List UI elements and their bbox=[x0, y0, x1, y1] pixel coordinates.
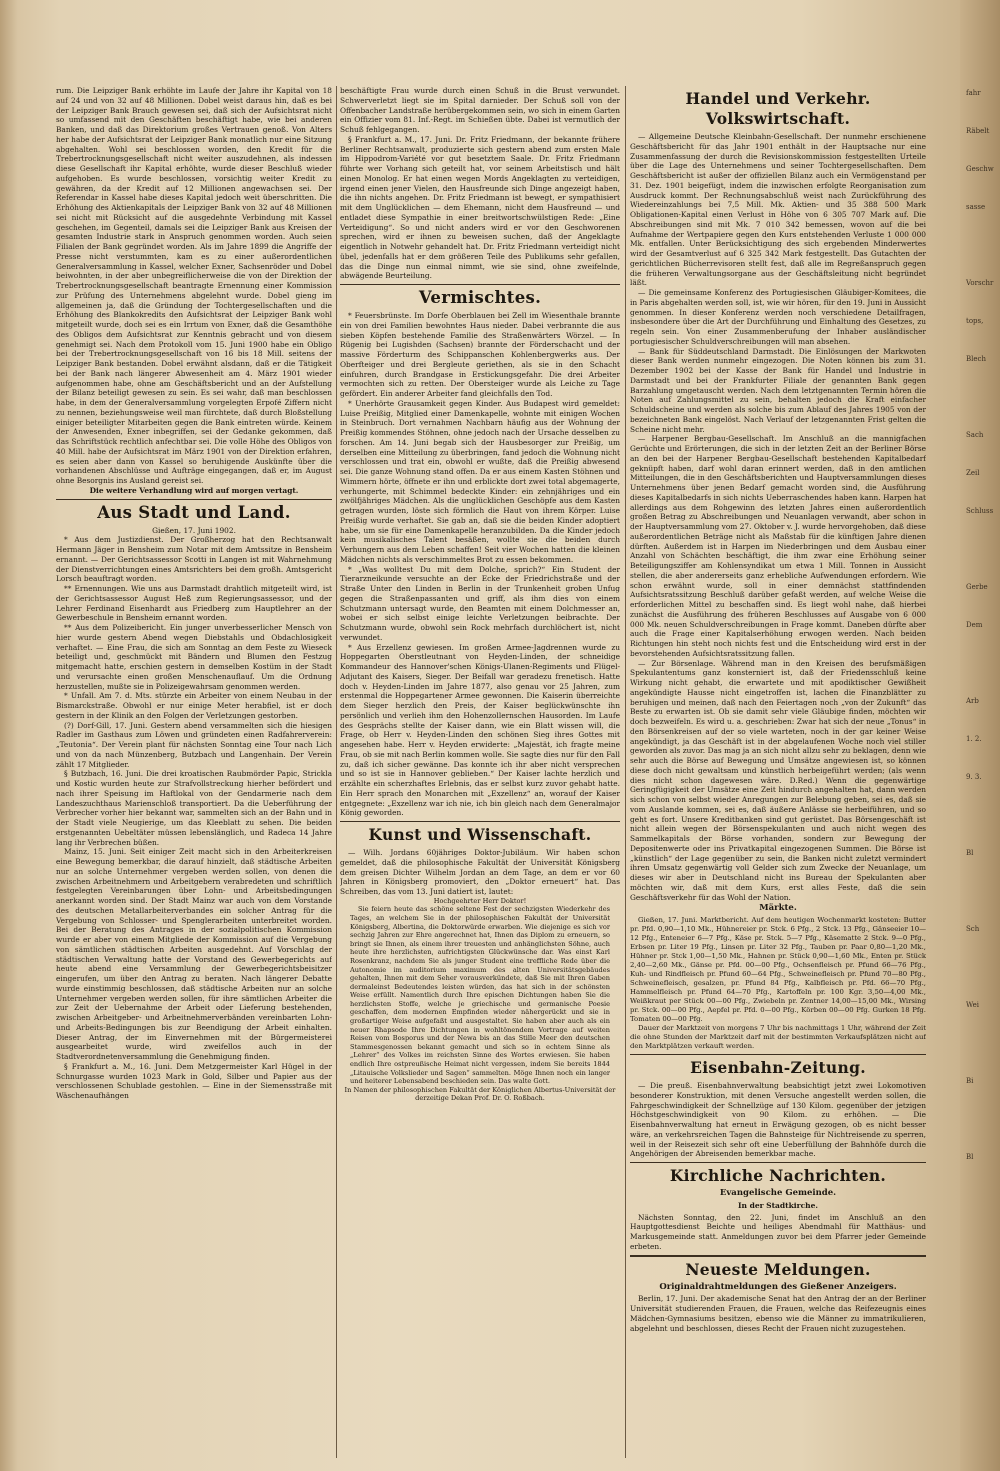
letter-body: Sie feiern heute das schöne seltene Fest der sechzigsten Wiederkehr des Tages, an welchem Sie in der philosophischen Fakultät der Universität Königsberg, Albertina, die Doktorwürde erwarben. Wie diejenige es sich vor sechzig Jahren zur Ehre angerechnet hat, Ihnen das Diplom zu erneuern, so bringt sie Ihnen, als einem ihrer treuesten und anhänglichsten Söhne, auch heute ihre herzlichsten, aufrichtigsten Glückwünsche dar. Was einst Karl Rosenkranz, nachdem Sie als junger Student eine treffliche Rede über die Autonomie im auditorium maximum des alten Universitätsgebäudes gehalten, Ihnen mit dem Seher vorausverkündete, daß Sie mit Ihren Gaben dermaleinst Bedeutendes leisten würden, das hat sich in der schönsten Weise erfüllt. Namentlich durch Ihre epischen Dichtungen haben Sie die herzlichsten Stoffe, welche je griechische und germanische Poesie geschaffen, dem modernen Empfinden wieder nähergerückt und sie in großartiger Weise aufgefaßt und ausgestaltet. Sie haben aber auch als ein neuer Rhapsode Ihre Dichtungen in wohltönendem Vortrage auf weiten Reisen vom Bosporus und der Newa bis an das Stille Meer den deutschen Stammesgenossen bekannt gemacht und sich so in echtem Sinne als „Lehrer“ des Volkes im reichsten Sinne des Wortes erwiesen. Sie haben endlich Ihre ostpreußische Heimat nicht vergessen, indem Sie bereits 1844 „Litauische Volkslieder und Sagen“ sammelten. Möge Ihnen noch ein langer und heiterer Lebensabend beschieden sein. Das walte Gott. bbox=[350, 905, 610, 1086]
article-mainz: Mainz, 15. Juni. Seit einiger Zeit macht sich in den Arbeiterkreisen eine Bewegung bemerkbar, die darauf hinzielt, daß städtische Arbeiten nur an solche Unternehmer vergeben werden sollen, von denen die zwischen Arbeitnehmern und Arbeitgebern verabredeten und schriftlich festgelegten Vereinbarungen über Lohn- und Arbeitsbedingungen anerkannt worden sind. Der Stadt Mainz war auch von dem Vorstande des deutschen Metallarbeiterverbandes ein solcher Antrag für die Vergebung von Schlosser- und Spenglerarbeiten unterbreitet worden. Bei der Beratung des Antrages in der sozialpolitischen Kommission wurde er aber von einem Mitgliede der Kommission auf die Vergebung von sämtlichen städtischen Arbeiten ausgedehnt. Auf Vorschlag der städtischen Verwaltung hatte der Vorstand des Gewerbegerichts auf heute abend eine Versammlung der Gewerbegerichtsbeisitzer eingerufen, um über den Antrag zu beraten. Nach längerer Debatte wurde einstimmig beschlossen, daß städtische Arbeiten nur an solche Unternehmer vergeben werden sollen, für ihre sämtlichen Arbeiter die zur Zeit der Uebernahme der Arbeit oder Lieferung bestehenden, zwischen Arbeitgeber- und Arbeitnehmerverbänden vereinbarten Lohn- und Arbeits-Bedingungen bis zur Beendigung der Arbeit einhalten. Dieser Antrag, der im Einvernehmen mit der Bürgermeisterei ausgearbeitet wurde, wird zweifellos auch in der Stadtverordnetenversammlung die Genehmigung finden. bbox=[56, 847, 332, 1061]
column-3 bbox=[630, 86, 926, 1464]
adjacent-page-fragment bbox=[960, 1114, 1000, 1124]
adjacent-page-fragment: Zeil bbox=[966, 469, 980, 477]
church-location: In der Stadtkirche. bbox=[738, 1200, 818, 1210]
column-2 bbox=[340, 86, 620, 1464]
article-butzbach: § Butzbach, 16. Juni. Die drei kroatischen Raubmörder Papic, Strickla und Kostic wurden heute zur Strafvollstreckung hierher befördert und nach ihrer Speisung im Haftlokal von der Gendarmerie nach dem Landeszuchthaus Marienschloß transportiert. Da die Ueberführung der Verbrecher vorher hier bekannt war, sammelten sich an der Bahn und in der Stadt viele Neugierige, um das Kleeblatt zu sehen. Die beiden erstgenannten Uebeltäter müssen lebenslänglich, und Radeca 14 Jahre lang ihr Verbrechen büßen. bbox=[56, 769, 332, 847]
adjacent-page-fragment: 1. 2. bbox=[966, 735, 982, 743]
section-title-vermischtes: Vermischtes. bbox=[418, 288, 542, 307]
adjacent-page-fragment: Bl bbox=[966, 849, 974, 857]
article-portugiesisch: — Die gemeinsame Konferenz des Portugiesischen Gläubiger-Komitees, die in Paris abgehalten werden soll, ist, wie wir hören, für den 19. Juni in Aussicht genommen. In dieser Konferenz werden noch verschiedene Detailfragen, insbesondere über die Art der Durchführung und Einhaltung des Gesetzes, zu regeln sein. Von einer Zusammenberufung der Inhaber ausländischer portugiesischer Schuldverschreibungen will man absehen. bbox=[630, 288, 926, 346]
adjacent-page-fragment: Sch bbox=[966, 925, 980, 933]
bank-trial-report: rum. Die Leipziger Bank erhöhte im Laufe der Jahre ihr Kapital von 18 auf 24 und von 32 auf 48 Millionen. Dobel weist daraus hin, daß es bei der Leipziger Bank Brauch gewesen sei, daß sich der Aufsichtsrat nicht so umfassend mit den Geschäften beschäftigt habe, wie bei anderen Banken, und daß das Direktorium großes Vertrauen genoß. Von Alters her habe der Aufsichtsrat der Leipziger Bank monatlich nur eine Sitzung abgehalten. Wohl sei beschlossen worden, den Kredit für die Trebertrocknungsgesellschaft nicht weiter auszudehnen, als indessen diese Gesellschaft ihr Kapital erhöhte, wurde dieser Beschluß wieder aufgehoben. Es wurde beschlossen, vorsichtig weiter Kredit zu gewähren, da der Kredit auf 12 Millionen angewachsen sei. Der Referendar in Kassel habe dieses Kapital jedoch weit überschritten. Die Erhöhung des Aktienkapitals der Leipziger Bank von 32 auf 48 Millionen sei nicht mit Rücksicht auf die ausgedehnte Verbindung mit Kassel geschehen, im Gegenteil, damals sei die Leipziger Bank aus Kreisen der gesamten Industrie stark in Anspruch genommen worden. Auch seien Filialen der Bank gegründet worden. Als im Jahre 1899 die Angriffe der Presse nicht verstummten, kam es zu einer außerordentlichen Generalversammlung in Kassel, welcher Exner, Sachsenröder und Dobel beiwohnten, in der aber unbegreiflicherweise die von der Direktion der Trebertrocknungsgesellschaft beantragte Ernennung einer Kommission zur Prüfung des Unternehmens abgelehnt wurde. Dobel gieng im allgemeinen ja, daß die Gründung der Tochtergesellschaften und die Erhöhung des Blankokredits den Aufsichtsrat der Leipziger Bank wohl mitgeteilt wurde, doch sei es ein Irrtum von Exner, daß die Gesamthöhe des Obligos dem Aufsichtsrat zur Kenntnis gebracht und von diesem genehmigt sei. Nach dem Protokoll vom 15. Juni 1900 habe ein Obligo bei der Trebertrocknungsgesellschaft von 16 bis 18 Mill. seitens der Leipziger Bank bestanden. Dobel erwähnt alsdann, daß er die Tätigkeit bei der Bank nach längerer Abwesenheit am 4. März 1901 wieder aufgenommen habe, ohne am Geschäftsbericht und an der Aufstellung der Bilanz beteiligt gewesen zu sein. Es sei wahr, daß man beschlossen habe, in dem der Generalversammlung vorgelegten Erpofé Ziffern nicht zu nennen, beziehungsweise weil man fürchtete, daß durch Bloßstellung einiger beteiligter Mitarbeiten gegen die Bank eintreten würde. Keinem der Anwesenden, Exner inbegriffen, sei der Gedanke gekommen, daß das Schriftstück rechtlich anfechtbar sei. Die volle Höhe des Obligos von 40 Mill. habe der Aufsichtsrat im März 1901 von der Direktion erfahren, es seien aber dann von Kassel so beruhigende Auskünfte über die vorhandenen Abschlüsse und Aufträge eingegangen, daß er, im August ohne Besorgnis ins Ausland gereist sei. bbox=[56, 86, 332, 485]
news-berlin: Berlin, 17. Juni. Der akademische Senat hat den Antrag der an der Berliner Universität studierenden Frauen, die Frauen, welche das Reifezeugnis eines Mädchen-Gymnasiums besitzen, ebenso wie die Männer zu immatrikulieren, abgelehnt und beschlossen, dieses Recht der Frauen nicht zuzugestehen. bbox=[630, 1294, 926, 1333]
article-dorf-gill: (?) Dorf-Gill, 17. Juni. Gestern abend versammelten sich die hiesigen Radler im Gasthaus zum Löwen und gründeten einen Radfahrerverein: „Teutonia“. Der Verein plant für nächsten Sonntag eine Tour nach Lich und von da nach Münzenberg, Butzbach und Langenhain. Der Verein zählt 17 Mitglieder. bbox=[56, 720, 332, 769]
adjacent-page-fragment: Räbelt bbox=[966, 127, 990, 135]
market-hours: Dauer der Marktzeit von morgens 7 Uhr bis nachmittags 1 Uhr, während der Zeit die ohne Stunden der Marktzeit darf mit der bestimmten Verkaufsplätzen nicht auf den Marktplätzen verkauft werden. bbox=[630, 1024, 926, 1050]
markets-heading: Märkte. bbox=[759, 903, 797, 914]
adjacent-page-fragment bbox=[960, 658, 1000, 668]
section-title-kirchliche: Kirchliche Nachrichten. bbox=[669, 1166, 887, 1185]
article-exzellenz: * Aus Erzellenz gewiesen. Im großen Armee-Jagdrennen wurde zu Hoppegarten Oberstleutnant von Heyden-Linden, der schneidige Kommandeur des Hannover'schen Königs-Ulanen-Regiments und Flügel-Adjutant des Kaisers, Sieger. Der Beifall war geradezu frenetisch. Hatte doch v. Heyden-Linden im Jahre 1877, also genau vor 25 Jahren, zum erstenmal die Hoppegartener Armee gewonnen. Die Kaiserin überreichte dem Sieger herzlich den Preis, der Kaiser beglückwünschte ihn persönlich und verlieh ihm den Hohenzollernschen Hausorden. Im Laufe des Gesprächs stellte der Kaiser dann, wie ein Blatt wissen will, die Frage, ob Herr v. Heyden-Linden den schönen Sieg ihres Gottes mit angesehen habe. Herr v. Heyden erwiderte: „Majestät, ich fragte meine Frau, ob sie mit nach Berlin kommen wolle. Sie sagte dies nur für den Fall zu, daß ich sicher gewänne. Das konnte ich ihr aber nicht versprechen und so ist sie in Hannover geblieben.“ Der Kaiser lachte herzlich und erzählte ein scherzhaftes Erlebnis, das er selbst kurz zuvor gehabt hatte. Ein Herr sprach den Monarchen mit „Exzellenz“ an, worauf der Kaiser entgegnete: „Exzellenz war ich nie, ich bin gleich nach dem Generalmajor König geworden. bbox=[340, 642, 620, 818]
adjacent-page-fragment: tops, bbox=[966, 317, 984, 325]
section-title-kunst: Kunst und Wissenschaft. bbox=[368, 825, 592, 844]
adjacent-page-fragment: Sach bbox=[966, 431, 984, 439]
article-bank-sueddeutschland: — Bank für Süddeutschland Darmstadt. Die Einlösungen der Markwoten dieser Bank werden nunmehr eingezogen. Die Noten können bis zum 31. Dezember 1902 bei der Kasse der Bank für Handel und Industrie in Darmstadt und bei der Frankfurter Filiale der genannten Bank gegen Barzahlung umgetauscht werden. Nach dem letztgenannten Termin hören die Noten auf Zahlungsmittel zu sein, behalten jedoch die Kraft einfacher Schuldscheine und werden als solche bis zum Ablauf des Jahres 1905 von der bezeichneten Bank eingelöst. Nach Verlauf der letzgenannten Frist gelten die Scheine nicht mehr. bbox=[630, 346, 926, 434]
article-jordan: — Wilh. Jordans 60jähriges Doktor-Jubiläum. Wir haben schon gemeldet, daß die philosophische Fakultät der Universität Königsberg dem greisen Dichter Wilhelm Jordan an dem Tage, an dem er vor 60 Jahren in Königsberg promoviert, den „Doktor erneuert“ hat. Das Schreiben, das vom 13. Juni datiert ist, lautet: bbox=[340, 848, 620, 896]
adjacent-page-fragment bbox=[960, 962, 1000, 972]
church-notice: Nächsten Sonntag, den 22. Juni, findet im Anschluß an den Hauptgottesdienst Beichte und heiliges Abendmahl für Matthäus- und Markusgemeinde statt. Anmeldungen zuvor bei dem Pfarrer jeder Gemeinde erbeten. bbox=[630, 1212, 926, 1251]
article-ernennungen: ** Ernennungen. Wie uns aus Darmstadt drahtlich mitgeteilt wird, ist der Gerichtsassessor August Heß zum Regierungsassessor, und der Lehrer Ferdinand Eisenhardt aus Friedberg zum Hauptlehrer an der Gewerbeschule in Bensheim ernannt worden. bbox=[56, 584, 332, 623]
article-feuersbruenste: * Feuersbrünste. Im Dorfe Oberblauen bei Zell im Wiesenthale brannte ein von drei Familien bewohntes Haus nieder. Dabei verbrannte die aus sieben Köpfen bestehende Familie des Straßenwärters Wörzel. — In Rügenig bei Lugishden (Sachsen) brannte der Förderschacht und der massive Förderturm des Schippanschen Kohlenbergwerks aus. Der Oberfteiger und drei Bergleute geriethen, als sie in den Schacht einfuhren, durch Brandgase in Erstickungsgefahr. Die drei Arbeiter vermochten sich zu retten. Der Obersteiger wurde als Leiche zu Tage gefördert. Ein anderer Arbeiter fand gleichfalls den Tod. bbox=[340, 311, 620, 398]
adjacent-page-fragment: Dem bbox=[966, 621, 983, 629]
article-dolche: * „Was wolltest Du mit dem Dolche, sprich?“ Ein Student der Tierarzneikunde versuchte an der Ecke der Friedrichstraße und der Straße Unter den Linden in Berlin in der Trunkenheit groben Unfug gegen die Straßenpassanten und griff, als ihm dies von einem Schutzmann untersagt wurde, den Beamten mit einem Dolchmesser an, wobei er sich selbst einige leichte Verletzungen beibrachte. Der Schutzmann wurde, obwohl sein Rock mehrfach durchlöchert ist, nicht verwundet. bbox=[340, 564, 620, 642]
continuation-note: Die weitere Verhandlung wird auf morgen vertagt. bbox=[89, 485, 299, 495]
article-eisenbahn: — Die preuß. Eisenbahnverwaltung beabsichtigt jetzt zwei Lokomotiven besonderer Konstruktion, mit denen Versuche angestellt werden sollen, die Fahrgeschwindigkeit der Schnellzüge auf 130 Kilom. gegenüber der jetzigen Höchstgeschwindigkeit von 90 Kilom. zu erhöhen. — Die Eisenbahnverwaltung hat erneut in Erwägung gezogen, ob es nicht besser wäre, an verkehrsreichen Tagen die Bahnsteige für Nichtreisende zu sperren, weil in der Reisezeit sich sehr oft eine Ueberfüllung der Bahnhöfe durch die Angehörigen der Abreisenden bemerkbar mache. bbox=[630, 1081, 926, 1159]
column-rule bbox=[625, 86, 626, 1458]
adjacent-page-fragment bbox=[960, 240, 1000, 250]
dateline: Gießen, 17. Juni 1902. bbox=[152, 525, 236, 535]
adjacent-page-fragment: Geschw bbox=[966, 165, 994, 173]
adjacent-page-fragment bbox=[960, 392, 1000, 402]
adjacent-page-fragment: Wei bbox=[966, 1001, 980, 1009]
divider bbox=[630, 1255, 926, 1257]
article-grausamkeit: * Unerhörte Grausamkeit gegen Kinder. Aus Budapest wird gemeldet: Luise Preißig, Mitglied einer Damenkapelle, wohnte mit einigen Wochen in Steinbruch. Dort vernahmen Nachbarn häufig aus der Wohnung der Preißig kommendes Stöhnen, ohne jedoch nach der Ursache desselben zu forschen. Am 14. Juni begab sich der Hausbesorger zur Preißig, um derselben eine Mitteilung zu überbringen, fand jedoch die Wohnung nicht verschlossen und trat ein, obwohl er wußte, daß die Preißig abwesend sei. Die ganze Wohnung stand offen. Da er aus einem Kasten Stöhnen und Wimmern hörte, öffnete er ihn und erblickte dort zwei total abgemagerte, verhungerte, mit Schimmel bedeckte Kinder: ein zehnjähriges und ein zwölfjähriges Mädchen. Als die unglücklichen Geschöpfe aus dem Kasten getragen wurden, löste sich förmlich die Haut von ihrem Körper. Luise Preißig wurde verhaftet. Sie gab an, daß sie die beiden Kinder adoptiert habe, um sie für eine Damenkapelle heranzubilden. Da die Kinder jedoch kein musikalisches Talent besäßen, wollte sie die beiden durch Verhungern aus dem Leben schaffen! Seit vier Wochen hatten die kleinen Mädchen nichts als verschimmeltes Brot zu essen bekommen. bbox=[340, 398, 620, 564]
letter-signature: In Namen der philosophischen Fakultät der Königlichen Albertus-Universität der derzeitige Dekan Prof. Dr. O. Roßbach. bbox=[344, 1085, 616, 1103]
article-frankfurt-theft: § Frankfurt a. M., 16. Juni. Dem Metzgermeister Karl Hügel in der Schnurgasse wurden 1023 Mark in Gold, Silber und Papier aus der verschlossenen Schublade gestohlen. — Eine in der Siemensstraße mit Wäschenaufhängen bbox=[56, 1061, 332, 1100]
section-title-stadt-und-land: Aus Stadt und Land. bbox=[97, 502, 291, 522]
section-title-neueste: Neueste Meldungen. bbox=[685, 1259, 871, 1279]
column-1 bbox=[56, 86, 332, 1464]
divider bbox=[630, 1162, 926, 1163]
divider bbox=[630, 1054, 926, 1055]
article-kleinbahn: — Allgemeine Deutsche Kleinbahn-Gesellschaft. Der nunmehr erschienene Geschäftsbericht für das Jahr 1901 enthält in der Hauptsache nur eine Zusammenfassung der durch die Revisionskommission festgestellten Urteile über die Lage des Unternehmens und seiner Tochtergesellschaften. Dem Geschäftsbericht ist außer der offiziellen Bilanz auch ein Vermögenstand per 31. Dez. 1901 beigefügt, indem die inzwischen erfolgte Reorganisation zum Ausdruck kommt. Der Rechnungsabschluß weist nach Zurückführung des Wiedereinzahlungs bei 7,5 Mill. Mk. Aktien- und 35 388 500 Mark Obligationen-Kapital einen Verlust in Höhe von 6 305 707 Mark auf. Die Abschreibungen sind mit Mk. 7 010 342 bemessen, wovon auf die bei Aufnahme der Wertpapiere gegen den Kurs entstehenden Verluste 1 000 000 Mk. entfallen. Unter Berücksichtigung des sich ergebenden Minderwertes wird der Gesamtverlust auf 6 325 342 Mark festgestellt. Das Gutachten der gerichtlichen Bücherrevisoren stellt fest, daß alle im Regreßanspruch gegen die früheren Verwaltungsorgane aus der Geschäftsleitung nicht begründet läßt. bbox=[630, 132, 926, 288]
adjacent-page-fragment: Bi bbox=[966, 1077, 974, 1085]
adjacent-page-fragment bbox=[960, 1038, 1000, 1048]
adjacent-page-fragment bbox=[960, 886, 1000, 896]
adjacent-page-fragment: Gerbe bbox=[966, 583, 988, 591]
adjacent-page-fragment: Bl bbox=[966, 1153, 974, 1161]
adjacent-page-fragment: Schluss bbox=[966, 507, 994, 515]
article-unfall: * Unfall. Am 7. d. Mts. stürzte ein Arbeiter von einem Neubau in der Bismarckstraße. Obwohl er nur einige Meter herabfiel, ist er doch gestern in der Klinik an den Folgen der Verletzungen gestorben. bbox=[56, 691, 332, 720]
article-friedmann: § Frankfurt a. M., 17. Juni. Dr. Fritz Friedmann, der bekannte frühere Berliner Rechtsanwalt, produzierte sich gestern abend zum ersten Male im Hippodrom-Variété vor gut besetztem Saale. Dr. Fritz Friedmann führte wer Vorhang sich geteilt hat, vor seinem Arbeitstisch und hält einen Monolog. Er hat einen wegen Mords Angeklagten zu verteidigen, irgend einen jener Vielen, den Hausfreunde sich Dinge angezeigt haben, die ihn nichts angehen. Dr. Fritz Friedmann ist bewegt, er sympathisiert mit dem Unglücklichen — dem Ehemann, nicht dem Hausfreund — und entladet diese Sympathie in einer breitwortschwülstigen Rede: „Eine Verteidigung“. So und nicht anders wird er vor den Geschworenen sprechen, wird er ihnen zu beweisen suchen, daß der Angeklagte eigentlich in Notwehr gehandelt hat. Dr. Fritz Friedmann verteidigt nicht übel, jedenfalls hat er dem größeren Teile des Publikums sehr gefallen, das die Dinge nun einmal nimmt, wie sie sind, ohne zweifelnde, abwägende Beurteilung. bbox=[340, 134, 620, 281]
letter-salutation: Hochgeehrter Herr Doktor! bbox=[433, 896, 527, 905]
article-polizeibericht: ** Aus dem Polizeibericht. Ein junger unverbesserlicher Mensch von hier wurde gestern Abend wegen Diebstahls und Obdachlosigkeit verhaftet. — Eine Frau, die sich am Sonntag an dem Feste zu Wieseck beteiligt und, geschmückt mit Bändern und Blumen den Festzug mitgemacht hatte, erschien gestern in demselben Kostüm in der Stadt und verursachte einen großen Menschenauflauf. Um die Ordnung herzustellen, mußte sie in Polizeigewahrsam genommen werden. bbox=[56, 623, 332, 691]
section-title-handel: Handel und Verkehr. Volkswirtschaft. bbox=[685, 89, 871, 128]
article-shooting: beschäftigte Frau wurde durch einen Schuß in die Brust verwundet. Schwerverletzt liegt sie im Spital darnieder. Der Schuß soll von der Offenbacher Landstraße herübergekommen sein, wo sich in einem Garten ein Offizier vom 81. Inf.-Regt. im Schießen übte. Dabei ist vermutlich der Schuß fehlgegangen. bbox=[340, 86, 620, 134]
article-harpener: — Harpener Bergbau-Gesellschaft. Im Anschluß an die mannigfachen Gerüchte und Erörterungen, die sich in der letzten Zeit an der Berliner Börse an den bei der Harpener Bergbau-Gesellschaft bestehenden Kapitalbedarf geknüpft haben, darf wohl daran erinnert werden, daß in den amtlichen Mitteilungen, die in den Geschäftsberichten und Hauptversammlungen dieses Unternehmens über jenen Bedarf gemacht worden sind, die Ausführung dieses Kapitalbedarfs in sich nichts Ueberraschendes haben kann. Harpen hat allerdings aus dem Rohgewinn des letzten Jahres einen außerordentlich großen Betrag zu Abschreibungen und Neuanlagen verwandt, aber schon in der Hauptversammlung vom 27. Oktober v. J. wurde hervorgehoben, daß diese außerordentlichen Beträge nicht als Maßstab für die künftigen Jahre dienen dürften. Außerdem ist in Harpen im Niederbringen und dem Ausbau einer Anzahl von Schächten beschäftigt, die ihm zwar eine Erhöhung seiner Beteiligungsziffer am Kohlensyndikat um etwa 1 Mill. Tonnen in Aussicht stellen, die aber andererseits ganz erhebliche Aufwendungen erfordern. Wie schon erwähnt wurde, soll in einer demnächst stattfindenden Aufsichtsratssitzung Beschluß darüber gefaßt werden, auf welche Weise die erforderlichen Mittel zu beschaffen sind. Es liegt wohl nahe, daß hierbei zunächst die Ausführung des früheren Beschlusses auf Ausgabe von 6 000 000 Mk. neuen Schuldverschreibungen in Frage kommt. Daneben dürfte aber auch die Frage einer Kapitalserhöhung erwogen werden. Nach beiden Richtungen hin steht noch nichts fest und die Entscheidung wird erst in der bevorstehenden Aufsichtsratssitzung fallen. bbox=[630, 434, 926, 658]
column-rule bbox=[336, 86, 337, 1458]
divider bbox=[340, 284, 620, 285]
adjacent-page-fragment: fahr bbox=[966, 89, 981, 97]
adjacent-page-fragment: Arb bbox=[966, 697, 979, 705]
adjacent-page-edge bbox=[960, 0, 1000, 1471]
adjacent-page-fragment: 9. 3. bbox=[966, 773, 982, 781]
adjacent-page-fragment bbox=[960, 810, 1000, 820]
adjacent-page-fragment bbox=[960, 544, 1000, 554]
divider bbox=[340, 821, 620, 822]
news-subheading: Originaldrahtmeldungen des Gießener Anzeigers. bbox=[659, 1281, 897, 1292]
page-binding-shadow bbox=[0, 0, 18, 1471]
divider bbox=[56, 499, 332, 500]
article-boersenlage: — Zur Börsenlage. Während man in den Kreisen des berufsmäßigen Spekulantentums ganz konsterniert ist, daß der Friedensschluß keine Wirkung nicht gehabt, die erwartete und mit apodiktischer Gewißheit angekündigte Hausse nicht eingetroffen ist, lachen die Finanzblätter zu beruhigen und meinen, daß nach den Feiertagen noch „von der Zukunft“ das Beste zu erwarten ist. Ob sie damit sehr viele Gläubige finden, möchten wir doch bezweifeln. Es wird u. a. geschrieben: Zwar hat sich der neue „Tonus“ in den Börsenkreisen auf der so viele warteten, noch in der gar keiner Weise angekündigt, ja das Geschäft ist in der abgelaufenen Woche noch viel stiller geworden als zuvor. Das mag ja an sich nicht allzu sehr zu beklagen, denn wie sehr auch die Börse auf Bewegung und Umsätze angewiesen ist, so können diese doch nicht gewaltsam und künstlich herbeigeführt werden; (als wenn dies nicht schon dagewesen wäre. D.Red.) Wenn die gegenwärtige Geringfügigkeit der Umsätze eine Zeit hindurch angehalten hat, dann werden sich schon von selbst wieder Anregungen zur Belebung geben, sei es, daß sie vom Auslande kommen, sei es, daß äußere Anlässe sie herbeiführen, und so geht es fort. Unsere Kreditbanken sind gut gerüstet. Das Börsengeschäft ist nicht allein wegen der Börsenspekulanten und auch nicht wegen des Sammelkapitals der Börse vorhanden, sondern zur Bewegung der Depositenwerte oder ins Privatkapital eingezogenen Summen. Die Börse ist „künstlich“ der Lage gegenüber zu sein, die Banken nicht zuletzt vermindert ihren Umsatz gegenwärtig voll Gelder sich zum Zwecke der Neuanlage, um dieses wir aber in Deutschland nicht ins Bureau der Spekulanten aber möchten wir, daß mit dem Kurs, erst alles Feste, daß die sein Geschäftsverkehr für das Wohl der Nation. bbox=[630, 658, 926, 902]
adjacent-page-fragment: Vorschr bbox=[966, 279, 994, 287]
church-subheading: Evangelische Gemeinde. bbox=[719, 1188, 837, 1198]
adjacent-page-fragment: sasse bbox=[966, 203, 986, 211]
adjacent-page-fragment: Blech bbox=[966, 355, 986, 363]
article-justizdienst: * Aus dem Justizdienst. Der Großherzog hat den Rechtsanwalt Hermann Jäger in Bensheim zum Notar mit dem Amtssitze in Bensheim ernannt. — Der Gerichtsassessor Scotti in Langen ist mit Wahrnehmung der Dienstverrichtungen eines Amtsrichters bei dem großh. Amtsgericht Lorsch beauftragt worden. bbox=[56, 535, 332, 584]
section-title-eisenbahn: Eisenbahn-Zeitung. bbox=[690, 1058, 866, 1077]
market-report: Gießen, 17. Juni. Marktbericht. Auf dem heutigen Wochenmarkt kosteten: Butter pr. Pfd. 0,90—1,10 Mk., Hühnereier pr. Stck. 6 Pfg., 2 Stck. 13 Pfg., Gänseeier 10—12 Pfg., Enteneier 6—7 Pfg., Käse pr. Stck. 5—7 Pfg., Käsematte 2 Stck. 9—0 Pfg., Erbsen pr. Liter 19 Pfg., Linsen pr. Liter 32 Pfg., Tauben pr. Paar 0,80—1,20 Mk., Hühner pr. Stck 1,00—1,50 Mk., Hahnen pr. Stück 0,90—1,60 Mk., Enten pr. Stück 2,40—2,60 Mk., Gänse pr. Pfd. 00—00 Pfg., Ochsenfleisch pr. Pfund 66—76 Pfg., Kuh- und Rindfleisch pr. Pfund 60—64 Pfg., Schweinefleisch pr. Pfund 70—80 Pfg., Schweinefleisch, gesalzen, pr. Pfund 84 Pfg., Kalbfleisch pr. Pfd. 66—70 Pfg., Hammelfleisch pr. Pfund 64—70 Pfg., Kartoffeln pr. 100 Kgr. 3,50—4,00 Mk., Weißkraut per Stück 00—00 Pfg., Zwiebeln pr. Zentner 14,00—15,00 Mk., Wirsing pr. Stck. 00—00 Pfg., Aepfel pr. Pfd. 0—00 Pfg., Körben 00—00 Pfg. Gurken 18 Pfg. Tomaten 00—00 Pfg. bbox=[630, 916, 926, 1023]
